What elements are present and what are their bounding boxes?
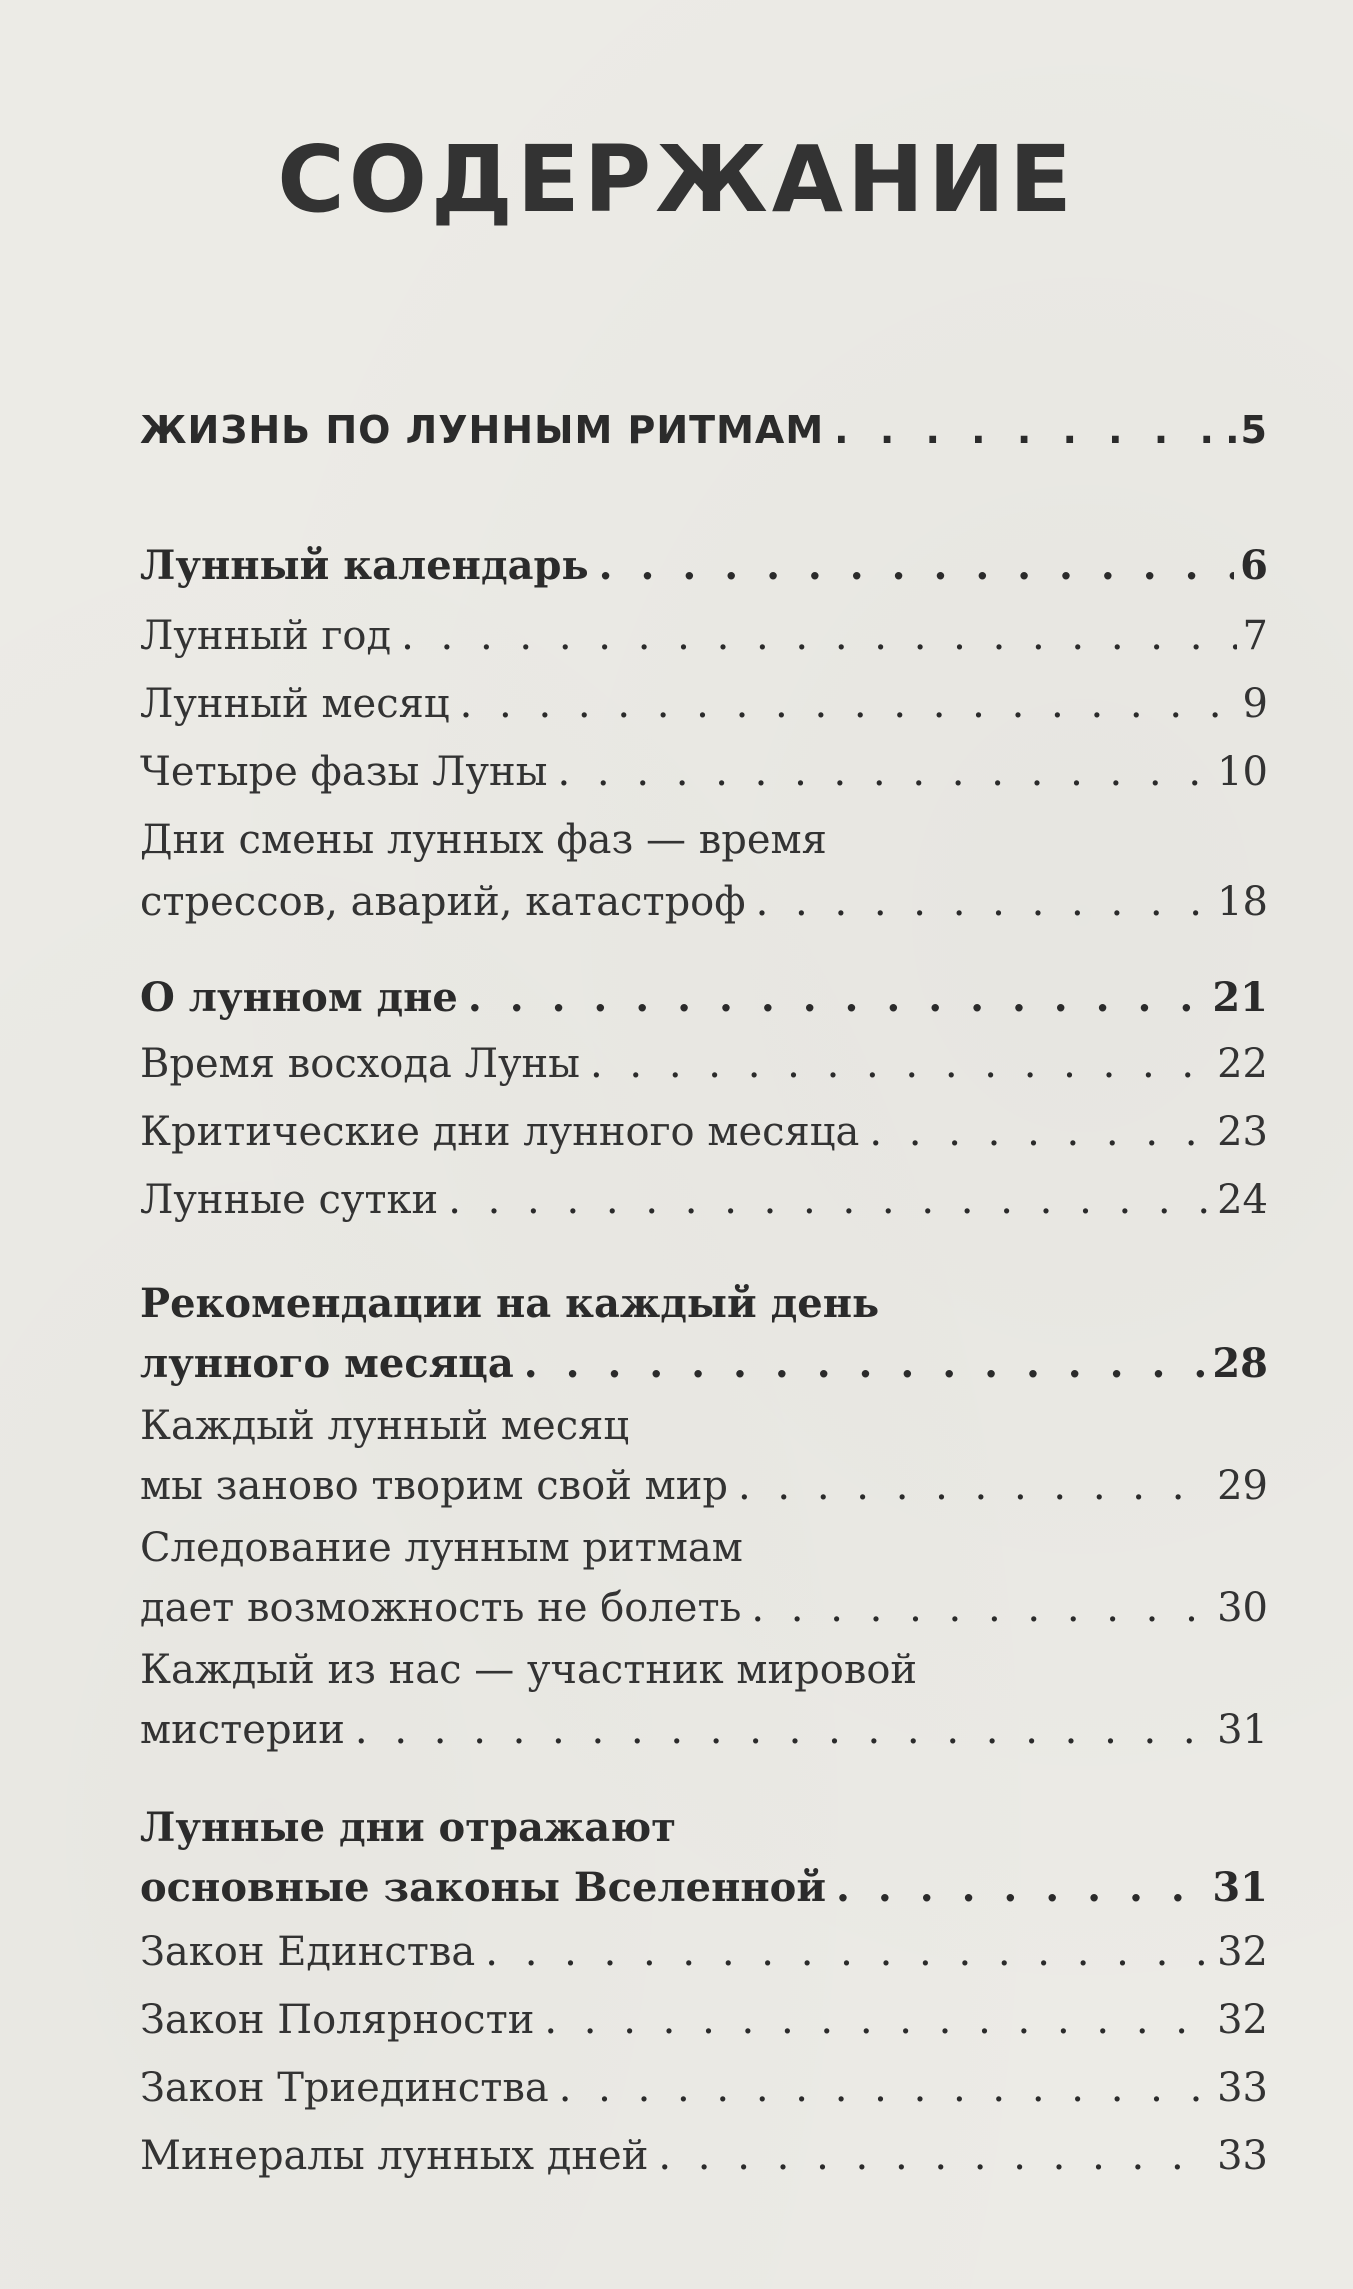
toc-entry [140, 744, 1268, 800]
leader-dots [756, 874, 1212, 930]
toc-entry-title: лунного месяца [140, 1340, 514, 1387]
leader-dots [590, 1036, 1211, 1092]
leader-dots [460, 676, 1237, 732]
leader-dots [751, 1580, 1211, 1636]
leader-dots [401, 608, 1236, 664]
toc-entry [140, 676, 1268, 732]
toc-entry-title: основные законы Вселенной [140, 1864, 827, 1911]
toc-entry-title: ЖИЗНЬ ПО ЛУННЫМ РИТМАМ [140, 408, 825, 452]
toc-entry-section [140, 538, 1268, 594]
toc-page-number: 10 [1217, 749, 1268, 795]
toc-page-number: 31 [1212, 1864, 1268, 1911]
toc-entry-title: Время восхода Луны [140, 1041, 580, 1087]
toc-entry [140, 1992, 1268, 2048]
toc-entry [140, 812, 1268, 930]
toc-page-number: 9 [1242, 681, 1268, 727]
toc-entry-section [140, 970, 1268, 1026]
toc-page-number: 23 [1217, 1109, 1268, 1155]
toc-page-number: 31 [1217, 1707, 1268, 1753]
toc-entry-title: Четыре фазы Луны [140, 749, 548, 795]
toc-entry-title: Закон Триединства [140, 2065, 549, 2111]
toc-entry [140, 2128, 1268, 2184]
leader-dots [599, 538, 1235, 594]
toc-entry [140, 1924, 1268, 1980]
toc-entry-title-line: Рекомендации на каждый день [140, 1280, 880, 1327]
toc-entry-section [140, 1800, 1268, 1916]
toc-entry [140, 1036, 1268, 1092]
toc-entry-title-line: Лунные дни отражают [140, 1804, 676, 1851]
leader-dots [559, 2060, 1211, 2116]
toc-entry-title: стрессов, аварий, катастроф [140, 879, 746, 925]
toc-entry-part [140, 402, 1268, 458]
toc-entry-title-line: Дни смены лунных фаз — время [140, 817, 827, 863]
toc-entry-title: Закон Полярности [140, 1997, 535, 2043]
toc-entry [140, 2060, 1268, 2116]
leader-dots [448, 1172, 1211, 1228]
toc-page-number: 24 [1217, 1177, 1268, 1223]
leader-dots [836, 1860, 1206, 1916]
leader-dots [869, 1104, 1211, 1160]
toc-entry-title-line: Каждый из нас — участник мировой [140, 1647, 918, 1693]
toc-page-number: 21 [1212, 974, 1268, 1021]
toc-entry-title: Лунный месяц [140, 681, 450, 727]
toc-page-number: 33 [1217, 2133, 1268, 2179]
toc-page-number: 29 [1217, 1463, 1268, 1509]
toc-entry-title-line: Каждый лунный месяц [140, 1403, 630, 1449]
toc-entry [140, 1642, 1268, 1758]
leader-dots [485, 1924, 1211, 1980]
toc-entry-title: Минералы лунных дней [140, 2133, 649, 2179]
toc-page-number: 32 [1217, 1997, 1268, 2043]
toc-entry-title: Лунные сутки [140, 1177, 439, 1223]
toc-entry-title: мистерии [140, 1707, 345, 1753]
toc-page-number: 7 [1242, 613, 1268, 659]
toc-entry-title-line: Следование лунным ритмам [140, 1525, 743, 1571]
toc-page-number: 22 [1217, 1041, 1268, 1087]
toc-page-number: 6 [1240, 542, 1268, 589]
leader-dots [544, 1992, 1211, 2048]
page-title: СОДЕРЖАНИЕ [277, 126, 1076, 233]
leader-dots [834, 402, 1219, 458]
toc-entry-title: Лунный календарь [140, 542, 589, 589]
toc-entry [140, 608, 1268, 664]
toc-entry-title: Закон Единства [140, 1929, 476, 1975]
toc-entry-title: дает возможность не болеть [140, 1585, 742, 1631]
toc-entry [140, 1398, 1268, 1514]
toc-entry-section [140, 1276, 1268, 1392]
toc-page-number: .5 [1225, 408, 1268, 452]
toc-entry-title: Лунный год [140, 613, 392, 659]
toc-page-number: 28 [1212, 1340, 1268, 1387]
toc-entry-title: Критические дни лунного месяца [140, 1109, 860, 1155]
toc-entry [140, 1172, 1268, 1228]
leader-dots [468, 970, 1206, 1026]
toc-page-number: 33 [1217, 2065, 1268, 2111]
toc-page-number: 32 [1217, 1929, 1268, 1975]
toc-page-number: 18 [1217, 879, 1268, 925]
toc-entry [140, 1104, 1268, 1160]
toc-entry-title: мы заново творим свой мир [140, 1463, 728, 1509]
leader-dots [355, 1702, 1211, 1758]
leader-dots [738, 1458, 1211, 1514]
toc-entry-title: О лунном дне [140, 974, 458, 1021]
toc-entry [140, 1520, 1268, 1636]
leader-dots [557, 744, 1211, 800]
leader-dots [658, 2128, 1211, 2184]
toc-page-number: 30 [1217, 1585, 1268, 1631]
leader-dots [524, 1336, 1207, 1392]
